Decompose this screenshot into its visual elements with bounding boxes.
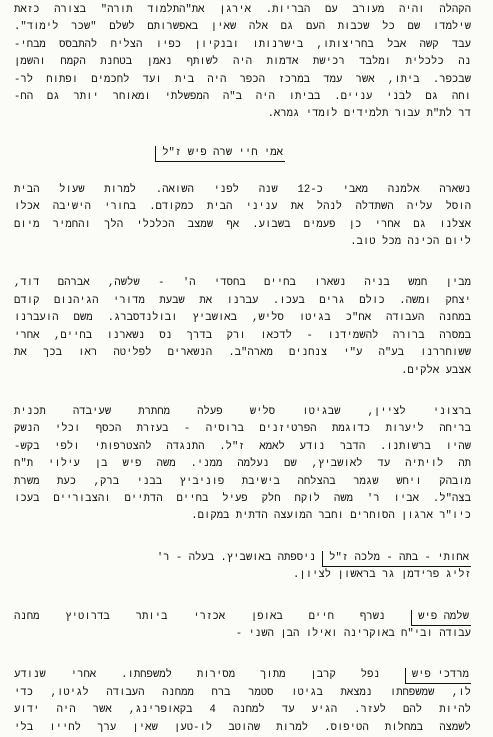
paragraph-mother bbox=[14, 182, 471, 252]
text-line: במחנה העבודה אח"כ בגיטו סליש, באושביץ ובולנדסברג. משם הועברנו bbox=[14, 312, 471, 325]
section-heading-text: אמי חיי שרה פיש ז"ל bbox=[155, 146, 285, 162]
text-line: תה לויתיה עד לאושביץ, שם נעלמה ממני. משה פיש בן עילוי ת"ח bbox=[14, 458, 471, 471]
text-line: שהיו ברשותנו. הדבר נודע לאמא ז"ל. התנגדה להצטרפותי ולפי בקש- bbox=[14, 440, 471, 453]
text-line: הקהלה והיה מעורב עם הבריות. אירגן את"התלמוד תורה" בצורה כזאת bbox=[14, 4, 471, 16]
text-line: שבכפר. ביתו, אשר עמד במרכז הכפר היה בית ועד לחכמים ופתוח לר- bbox=[14, 73, 471, 86]
text-line: ליום הכינה מכל טוב. bbox=[350, 236, 471, 249]
text-line: אצבע אלקים. bbox=[401, 364, 471, 377]
paragraph-community bbox=[14, 2, 471, 124]
text-line: עבד קשה אבל בחריצותו, בישרנותו ובנקיון כפיו הצליח להתבסס מבחי- bbox=[14, 38, 471, 51]
text-line: בריחה ליערות כדוגמת הפרטיזנים ברוסיה - בעזרת הכסף וכלי הנשק bbox=[14, 423, 471, 436]
paragraph-underground bbox=[14, 404, 471, 526]
text-line-rest: ניספתה באושביץ. בעלה - ר' bbox=[156, 551, 323, 564]
text-line: עבודה ובי"ח באוקרינה ואילו הבן השני - bbox=[235, 627, 471, 640]
text-line: נשארה אלמנה מאבי כ-12 שנה לפני השואה. למרות שעול הבית bbox=[14, 183, 471, 196]
text-line: שילמדו שם כל שכבות העם גם אלה שאין באפשרותם לשלם "שכר לימוד". bbox=[14, 21, 471, 34]
text-line: מבין חמש בניה נשארו בחיים בחסדי ה' - שלשה, אברהם דוד, bbox=[14, 277, 471, 290]
name-lead-shlomo: שלמה פיש bbox=[411, 610, 471, 626]
paragraph-sister bbox=[14, 550, 471, 585]
text-line: דר לת"ת עבור תלמידים לומדי גמרא. bbox=[267, 108, 471, 121]
name-lead-mordechai: מרדכי פיש bbox=[405, 668, 471, 684]
text-line: אצלנו גם אחרי כן פעמים בשבוע. אף שמצב הכלכלי הלך והחמיר מיום bbox=[14, 218, 471, 231]
text-line: במסרה ברורה להשמידנו - לדכאו ורק בדרך נס נשארנו בחיים, אחרי bbox=[14, 329, 471, 342]
text-line: בצה"ל. אביו ר' משה לוקח חלק פעיל בחיים הדתיים והצבוריים בעכו bbox=[14, 492, 471, 505]
text-line: יצחק ומשה. כולם גרים בעכו. עברנו את שבעת מדורי הגיהנום קודם bbox=[14, 294, 471, 307]
text-line: לו, שמשפחתו נמצאת בגיטו סטמר ברח ממחנה העבודה לגיטו, כדי bbox=[14, 686, 471, 699]
paragraph-mordechai bbox=[14, 667, 471, 737]
name-lead-sister: אחותי - בתה - מלכה ז"ל bbox=[322, 551, 471, 567]
text-line bbox=[14, 667, 471, 684]
text-line bbox=[14, 550, 471, 567]
text-line: מובהק ויחש שגמר בהצלחה בישיבת פוניביץ בבני ברק, כעת משרת bbox=[14, 475, 471, 488]
text-line: וחה גם לבני עניים. בביתו היה ב"ה המפשלתי ומאוחר יותר גם הח- bbox=[14, 91, 471, 104]
text-line: זליג פרידמן גר בראשון לציון. bbox=[292, 569, 471, 582]
paragraph-sons bbox=[14, 275, 471, 379]
text-line: הוסל עליה השתדלה לנהל את עניני הבית כמקודם. בחורי הישיבה אכלו bbox=[14, 201, 471, 214]
text-line: להיות להם לעזר. הגיע עד למחנה 4 בקאופרינג, אשר היה ידוע bbox=[14, 704, 471, 717]
text-line: ששוחררנו בע"ה ע"י צנחנים מארה"ב. הנשארים לפליטה ראו בכך את bbox=[14, 347, 471, 360]
text-line: נה כלכלית ומלבד רכישת אדמות היה לשותף נאמן בטחנת הקמח והשמן bbox=[14, 56, 471, 69]
text-line: לשמצה במחלות הטיפוס. למרות שהוטב לו-טען שאין ערך לחייו בלי bbox=[14, 721, 471, 734]
text-line: כיו"ר ארגון הסוחרים וחבר המועצה הדתית במקום. bbox=[191, 510, 471, 523]
paragraph-shlomo bbox=[14, 609, 471, 644]
text-line-rest: נפל קרבן מתוך מסירות למשפחתו. אחרי שנודע bbox=[14, 669, 405, 682]
text-line: ברצוני לציין, שבגיטו סליש פעלה מחתרת שעיבדה תכנית bbox=[14, 405, 471, 418]
text-line-rest: נשרף חיים באופן אכזרי ביותר בדרוטיץ מחנה bbox=[14, 610, 412, 623]
section-heading bbox=[14, 144, 471, 162]
text-line bbox=[14, 609, 471, 626]
